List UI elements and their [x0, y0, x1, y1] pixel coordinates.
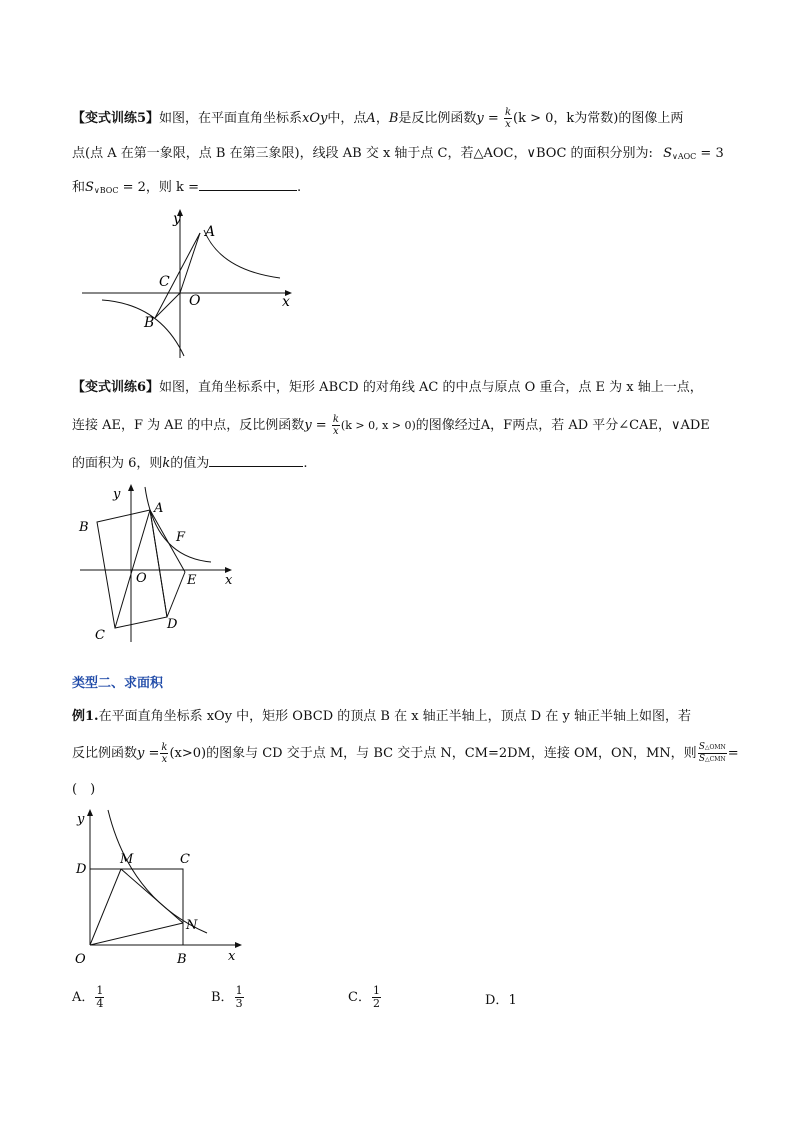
- problem6-line2: 连接 AE，F 为 AE 的中点，反比例函数y = $\frac{k}{x}$ (k > 0, x > 0)的图像经过A，F两点，若 AD 平分∠CAE，∨ADE: [72, 414, 710, 437]
- label-f: F: [176, 530, 186, 545]
- segment-ob: [155, 293, 180, 318]
- option-a[interactable]: A． $\frac{1}{4}$: [72, 984, 104, 1010]
- label-o: O: [189, 293, 201, 309]
- answer-paren: ( ): [72, 782, 96, 797]
- area-boc: $S_{\vee BOC} = 2$: [85, 180, 146, 195]
- label-x: x: [228, 949, 236, 964]
- segment-mn: [121, 869, 183, 923]
- label-m: M: [120, 852, 134, 867]
- label-b: B: [177, 952, 187, 967]
- label-n: N: [186, 918, 198, 933]
- label-y: y: [113, 487, 121, 502]
- answer-blank: [209, 452, 303, 467]
- label-y: y: [77, 812, 85, 827]
- label-b: B: [79, 520, 89, 535]
- option-b[interactable]: B． $\frac{1}{3}$: [211, 984, 243, 1010]
- figure-rectangle-abcd: [75, 482, 240, 644]
- fraction-k-over-x: $\frac{k}{x}$: [504, 107, 511, 130]
- label-o: O: [75, 952, 86, 967]
- label-c: C: [159, 274, 170, 290]
- hyperbola-branch-2: [102, 300, 184, 356]
- label-e: E: [187, 573, 197, 588]
- problem5-line3: 和$S_{\vee BOC} = 2$，则 k = .: [72, 176, 301, 201]
- problem5-line1: 【变式训练5】如图，在平面直角坐标系xOy中，点A，B是反比例函数y = $\frac{k}{x}$ (k > 0，k为常数)的图像上两: [72, 107, 684, 130]
- segment-oa: [180, 233, 200, 293]
- problem5-line2: 点(点 A 在第一象限，点 B 在第三象限)，线段 AB 交 x 轴于点 C，若△AOC，∨BOC 的面积分别为: $S_{\vee AOC} = 3$: [72, 146, 724, 161]
- label-y: y: [173, 211, 181, 227]
- label-a: A: [154, 501, 164, 516]
- label-d: D: [167, 617, 178, 632]
- example1-label: 例1.: [72, 709, 99, 724]
- area-ratio-fraction: $\frac{\text{S△OMN}}{\text{S△CMN}}$: [698, 742, 726, 764]
- figure-rectangle-obcd: [70, 805, 245, 973]
- problem5-label: 【变式训练5】: [72, 111, 160, 126]
- example1-line2: 反比例函数y = $\frac{k}{x}$ (x>0)的图象与 CD 交于点 M，与 BC 交于点 N，CM=2DM，连接 OM，ON，MN，则 $\frac{\text{S△OMN}}{\text{S△CMN}}$ =: [72, 742, 739, 765]
- hyperbola: [145, 487, 211, 562]
- hyperbola-branch-1: [204, 230, 280, 278]
- problem6-line1: 【变式训练6】如图，直角坐标系中，矩形 ABCD 的对角线 AC 的中点与原点 O 重合，点 E 为 x 轴上一点，: [72, 380, 703, 395]
- label-d: D: [76, 862, 87, 877]
- answer-blank: [199, 176, 297, 191]
- segment-on: [90, 923, 183, 945]
- area-aoc: $S_{\vee AOC} = 3$: [663, 146, 724, 161]
- label-c: C: [180, 852, 190, 867]
- section-heading: 类型二、求面积: [72, 676, 164, 691]
- label-x: x: [225, 573, 233, 588]
- label-c: C: [95, 628, 105, 643]
- hyperbola: [108, 810, 207, 933]
- problem6-label: 【变式训练6】: [72, 380, 160, 395]
- diagonal-ac: [115, 510, 150, 628]
- label-o: O: [136, 571, 147, 586]
- label-b: B: [144, 315, 155, 331]
- figure-hyperbola-abc: [80, 208, 300, 363]
- problem6-line3: 的面积为 6，则k的值为 .: [72, 452, 307, 474]
- segment-om: [90, 869, 121, 945]
- option-c[interactable]: C． $\frac{1}{2}$: [348, 984, 380, 1010]
- segment-de: [167, 572, 185, 617]
- label-a: A: [205, 224, 216, 240]
- option-d[interactable]: D．1: [485, 993, 517, 1008]
- label-x: x: [282, 294, 290, 310]
- example1-line1: 例1.在平面直角坐标系 xOy 中，矩形 OBCD 的顶点 B 在 x 轴正半轴上，顶点 D 在 y 轴正半轴上如图，若: [72, 709, 691, 724]
